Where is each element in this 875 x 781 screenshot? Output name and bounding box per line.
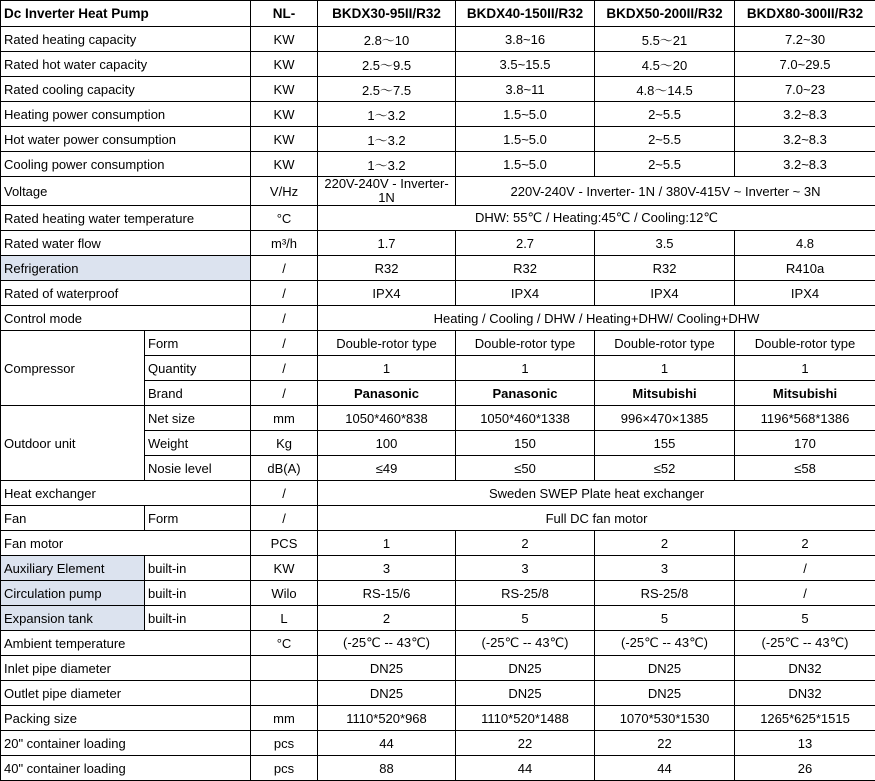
row-label: Rated water flow xyxy=(1,231,251,256)
value-cell: 2~5.5 xyxy=(595,102,735,127)
value-cell: 3 xyxy=(595,556,735,581)
unit-cell: °C xyxy=(251,631,318,656)
nl-header: NL- xyxy=(251,1,318,27)
table-row xyxy=(1,206,875,231)
value-cell: IPX4 xyxy=(595,281,735,306)
value-cell: 2 xyxy=(735,531,875,556)
value-cell: DN25 xyxy=(456,656,595,681)
unit-cell: PCS xyxy=(251,531,318,556)
unit-cell: KW xyxy=(251,102,318,127)
value-cell: 1050*460*1338 xyxy=(456,406,595,431)
value-cell: ≤58 xyxy=(735,456,875,481)
value-cell: (-25℃ -- 43℃) xyxy=(456,631,595,656)
unit-cell: Wilo xyxy=(251,581,318,606)
unit-cell: KW xyxy=(251,27,318,52)
unit-cell: / xyxy=(251,481,318,506)
value-cell: 1110*520*1488 xyxy=(456,706,595,731)
value-cell: 1050*460*838 xyxy=(318,406,456,431)
value-cell: ≤52 xyxy=(595,456,735,481)
table-row xyxy=(1,631,875,656)
row-label: 40" container loading xyxy=(1,756,251,781)
row-label: Rated of waterproof xyxy=(1,281,251,306)
value-cell: 3.2~8.3 xyxy=(735,127,875,152)
table-title: Dc Inverter Heat Pump xyxy=(1,1,251,27)
row-label: Circulation pump xyxy=(1,581,145,606)
sub-label: Brand xyxy=(145,381,251,406)
value-cell: 4.8～14.5 xyxy=(595,77,735,102)
row-label: Rated heating capacity xyxy=(1,27,251,52)
unit-cell: KW xyxy=(251,556,318,581)
unit-cell: / xyxy=(251,356,318,381)
value-cell: Double-rotor type xyxy=(456,331,595,356)
value-cell: 220V-240V - Inverter- 1N xyxy=(318,177,456,206)
row-label: Refrigeration xyxy=(1,256,251,281)
table-row xyxy=(1,331,875,356)
value-cell: 3 xyxy=(456,556,595,581)
table-row xyxy=(1,506,875,531)
row-label: Rated cooling capacity xyxy=(1,77,251,102)
value-cell: 1 xyxy=(318,531,456,556)
value-cell: 3.5~15.5 xyxy=(456,52,595,77)
value-cell: 44 xyxy=(456,756,595,781)
value-cell: DN32 xyxy=(735,681,875,706)
table-row xyxy=(1,102,875,127)
table-row xyxy=(1,231,875,256)
value-cell: Heating / Cooling / DHW / Heating+DHW/ Cooling+DHW xyxy=(318,306,875,331)
table-row xyxy=(1,531,875,556)
sub-label: Nosie level xyxy=(145,456,251,481)
value-cell: 7.0~23 xyxy=(735,77,875,102)
value-cell: RS-15/6 xyxy=(318,581,456,606)
group-label: Compressor xyxy=(1,331,145,406)
value-cell: 3.2~8.3 xyxy=(735,102,875,127)
value-cell: / xyxy=(735,556,875,581)
group-label: Outdoor unit xyxy=(1,406,145,481)
sub-label: built-in xyxy=(145,606,251,631)
value-cell: 1～3.2 xyxy=(318,152,456,177)
unit-cell: / xyxy=(251,331,318,356)
sub-label: built-in xyxy=(145,556,251,581)
value-cell: 3.5 xyxy=(595,231,735,256)
row-label: Cooling power consumption xyxy=(1,152,251,177)
value-cell: 1070*530*1530 xyxy=(595,706,735,731)
value-cell: Double-rotor type xyxy=(318,331,456,356)
sub-label: Form xyxy=(145,331,251,356)
value-cell: R32 xyxy=(595,256,735,281)
value-cell: 170 xyxy=(735,431,875,456)
value-cell: 1 xyxy=(735,356,875,381)
table-row xyxy=(1,256,875,281)
table-row xyxy=(1,177,875,206)
value-cell: 155 xyxy=(595,431,735,456)
row-label: 20" container loading xyxy=(1,731,251,756)
unit-cell: KW xyxy=(251,77,318,102)
value-cell: 1.5~5.0 xyxy=(456,152,595,177)
unit-cell: KW xyxy=(251,152,318,177)
value-cell: 2.5～7.5 xyxy=(318,77,456,102)
value-cell: 7.0~29.5 xyxy=(735,52,875,77)
value-cell: 2 xyxy=(318,606,456,631)
unit-cell: / xyxy=(251,281,318,306)
value-cell: DN32 xyxy=(735,656,875,681)
unit-cell: V/Hz xyxy=(251,177,318,206)
sub-label: Form xyxy=(145,506,251,531)
value-cell: 22 xyxy=(456,731,595,756)
value-cell: 2~5.5 xyxy=(595,127,735,152)
value-cell: RS-25/8 xyxy=(595,581,735,606)
unit-cell: m³/h xyxy=(251,231,318,256)
value-cell: 1.5~5.0 xyxy=(456,127,595,152)
value-cell: Panasonic xyxy=(318,381,456,406)
value-cell: RS-25/8 xyxy=(456,581,595,606)
value-cell: 44 xyxy=(318,731,456,756)
unit-cell: / xyxy=(251,506,318,531)
value-cell: IPX4 xyxy=(318,281,456,306)
table-row xyxy=(1,306,875,331)
sub-label: Quantity xyxy=(145,356,251,381)
value-cell: 2 xyxy=(456,531,595,556)
unit-cell: °C xyxy=(251,206,318,231)
value-cell: 13 xyxy=(735,731,875,756)
value-cell: 2 xyxy=(595,531,735,556)
value-cell: Mitsubishi xyxy=(735,381,875,406)
unit-cell: Kg xyxy=(251,431,318,456)
value-cell: Panasonic xyxy=(456,381,595,406)
table-row xyxy=(1,406,875,431)
value-cell: 88 xyxy=(318,756,456,781)
value-cell: R32 xyxy=(456,256,595,281)
value-cell: 5 xyxy=(456,606,595,631)
value-cell: 1 xyxy=(595,356,735,381)
value-cell: 1 xyxy=(456,356,595,381)
value-cell: (-25℃ -- 43℃) xyxy=(318,631,456,656)
value-cell: 1.7 xyxy=(318,231,456,256)
value-cell: 5.5～21 xyxy=(595,27,735,52)
row-label: Hot water power consumption xyxy=(1,127,251,152)
value-cell: 1110*520*968 xyxy=(318,706,456,731)
row-label: Voltage xyxy=(1,177,251,206)
value-cell: 26 xyxy=(735,756,875,781)
value-cell: 5 xyxy=(735,606,875,631)
table-row xyxy=(1,606,875,631)
table-row xyxy=(1,77,875,102)
sub-label: built-in xyxy=(145,581,251,606)
value-cell: Full DC fan motor xyxy=(318,506,875,531)
value-cell: ≤50 xyxy=(456,456,595,481)
row-label: Heat exchanger xyxy=(1,481,251,506)
table-row xyxy=(1,731,875,756)
row-label: Heating power consumption xyxy=(1,102,251,127)
row-label: Rated heating water temperature xyxy=(1,206,251,231)
value-cell: 1～3.2 xyxy=(318,127,456,152)
value-cell: DN25 xyxy=(318,681,456,706)
unit-cell xyxy=(251,656,318,681)
value-cell: 7.2~30 xyxy=(735,27,875,52)
value-cell: DN25 xyxy=(456,681,595,706)
unit-cell: / xyxy=(251,256,318,281)
value-cell: 2.8～10 xyxy=(318,27,456,52)
unit-cell: / xyxy=(251,381,318,406)
unit-cell: mm xyxy=(251,406,318,431)
value-cell: Double-rotor type xyxy=(595,331,735,356)
value-cell: R410a xyxy=(735,256,875,281)
value-cell: IPX4 xyxy=(456,281,595,306)
model-header: BKDX40-150II/R32 xyxy=(456,1,595,27)
value-cell: 2.5～9.5 xyxy=(318,52,456,77)
table-row xyxy=(1,581,875,606)
value-cell: 22 xyxy=(595,731,735,756)
value-cell: DHW: 55℃ / Heating:45℃ / Cooling:12℃ xyxy=(318,206,875,231)
value-cell: 5 xyxy=(595,606,735,631)
model-header: BKDX50-200II/R32 xyxy=(595,1,735,27)
row-label: Inlet pipe diameter xyxy=(1,656,251,681)
value-cell: 1.5~5.0 xyxy=(456,102,595,127)
value-cell: ≤49 xyxy=(318,456,456,481)
row-label: Expansion tank xyxy=(1,606,145,631)
value-cell: 3 xyxy=(318,556,456,581)
value-cell: 996×470×1385 xyxy=(595,406,735,431)
value-cell: 100 xyxy=(318,431,456,456)
unit-cell: dB(A) xyxy=(251,456,318,481)
value-cell: IPX4 xyxy=(735,281,875,306)
sub-label: Net size xyxy=(145,406,251,431)
table-row xyxy=(1,481,875,506)
row-label: Packing size xyxy=(1,706,251,731)
value-cell: 3.8~11 xyxy=(456,77,595,102)
header-row xyxy=(1,1,875,27)
value-cell: 4.5～20 xyxy=(595,52,735,77)
table-row xyxy=(1,152,875,177)
value-cell: (-25℃ -- 43℃) xyxy=(735,631,875,656)
table-row xyxy=(1,756,875,781)
unit-cell: L xyxy=(251,606,318,631)
unit-cell: mm xyxy=(251,706,318,731)
model-header: BKDX80-300II/R32 xyxy=(735,1,875,27)
value-cell: 1196*568*1386 xyxy=(735,406,875,431)
value-cell: 1 xyxy=(318,356,456,381)
value-cell: 2.7 xyxy=(456,231,595,256)
value-cell: DN25 xyxy=(595,681,735,706)
unit-cell: pcs xyxy=(251,756,318,781)
value-cell: 3.8~16 xyxy=(456,27,595,52)
value-cell: 150 xyxy=(456,431,595,456)
table-row xyxy=(1,27,875,52)
table-row xyxy=(1,556,875,581)
value-cell: / xyxy=(735,581,875,606)
unit-cell: KW xyxy=(251,52,318,77)
model-header: BKDX30-95II/R32 xyxy=(318,1,456,27)
value-cell: 1～3.2 xyxy=(318,102,456,127)
table-row xyxy=(1,656,875,681)
value-cell: Double-rotor type xyxy=(735,331,875,356)
row-label: Fan xyxy=(1,506,145,531)
unit-cell: / xyxy=(251,306,318,331)
value-cell: 220V-240V - Inverter- 1N / 380V-415V ~ Inverter ~ 3N xyxy=(456,177,875,206)
table-row xyxy=(1,681,875,706)
row-label: Control mode xyxy=(1,306,251,331)
table-row xyxy=(1,127,875,152)
value-cell: 2~5.5 xyxy=(595,152,735,177)
value-cell: Mitsubishi xyxy=(595,381,735,406)
table-row xyxy=(1,281,875,306)
row-label: Rated hot water capacity xyxy=(1,52,251,77)
value-cell: DN25 xyxy=(318,656,456,681)
value-cell: 44 xyxy=(595,756,735,781)
value-cell: 1265*625*1515 xyxy=(735,706,875,731)
value-cell: (-25℃ -- 43℃) xyxy=(595,631,735,656)
row-label: Ambient temperature xyxy=(1,631,251,656)
row-label: Auxiliary Element xyxy=(1,556,145,581)
unit-cell: pcs xyxy=(251,731,318,756)
row-label: Outlet pipe diameter xyxy=(1,681,251,706)
row-label: Fan motor xyxy=(1,531,251,556)
sub-label: Weight xyxy=(145,431,251,456)
unit-cell: KW xyxy=(251,127,318,152)
value-cell: 3.2~8.3 xyxy=(735,152,875,177)
unit-cell xyxy=(251,681,318,706)
value-cell: 4.8 xyxy=(735,231,875,256)
table-row xyxy=(1,52,875,77)
table-row xyxy=(1,706,875,731)
value-cell: DN25 xyxy=(595,656,735,681)
value-cell: Sweden SWEP Plate heat exchanger xyxy=(318,481,875,506)
value-cell: R32 xyxy=(318,256,456,281)
